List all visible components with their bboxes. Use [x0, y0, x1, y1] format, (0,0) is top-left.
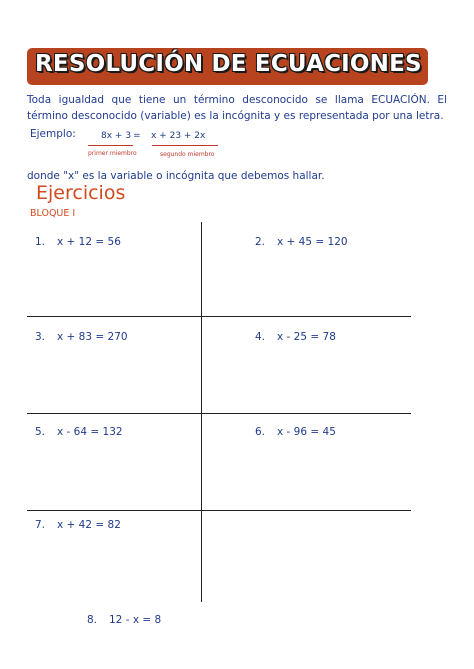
grid-horizontal-divider: [27, 510, 411, 511]
exercise-equation: x + 42 = 82: [57, 519, 121, 531]
grid-horizontal-divider: [27, 316, 411, 317]
exercise-item: [35, 331, 128, 343]
exercise-number: 8.: [87, 614, 98, 626]
exercise-number: 6.: [255, 426, 266, 438]
exercise-equation: x + 83 = 270: [57, 331, 128, 343]
example-right-member: x + 23 + 2x: [151, 131, 206, 141]
exercise-equation: 12 - x = 8: [109, 614, 162, 626]
exercise-number: 4.: [255, 331, 266, 343]
exercise-item: [87, 614, 161, 626]
exercise-number: 2.: [255, 236, 266, 248]
exercise-item: [255, 236, 348, 248]
left-member-underline: [88, 145, 133, 146]
exercise-number: 1.: [35, 236, 46, 248]
example-left-member: 8x + 3: [101, 131, 132, 141]
example-label: Ejemplo:: [30, 128, 76, 140]
section-title: Ejercicios: [36, 182, 126, 204]
block-label: BLOQUE I: [30, 208, 76, 219]
exercise-equation: x - 64 = 132: [57, 426, 123, 438]
right-member-caption: segundo miembro: [160, 151, 215, 158]
exercise-equation: x + 12 = 56: [57, 236, 121, 248]
title-banner: [27, 48, 428, 85]
exercise-equation: x - 96 = 45: [277, 426, 336, 438]
exercise-item: [255, 426, 336, 438]
exercise-item: [35, 426, 123, 438]
intro-paragraph: Toda igualdad que tiene un término desconocido se llama ECUACIÓN. El término desconocido (variable) es la incógnita y es representada por una letra.: [27, 94, 447, 122]
exercise-item: [255, 331, 336, 343]
example-equals-sign: =: [133, 131, 141, 141]
exercise-number: 5.: [35, 426, 46, 438]
left-member-caption: primer miembro: [88, 150, 137, 157]
exercise-number: 3.: [35, 331, 46, 343]
exercise-equation: x - 25 = 78: [277, 331, 336, 343]
exercise-item: [35, 519, 121, 531]
right-member-underline: [152, 145, 218, 146]
grid-vertical-divider: [201, 222, 202, 602]
grid-horizontal-divider: [27, 413, 411, 414]
exercise-number: 7.: [35, 519, 46, 531]
exercise-item: [35, 236, 121, 248]
exercise-equation: x + 45 = 120: [277, 236, 348, 248]
variable-note: donde "x" es la variable o incógnita que debemos hallar.: [27, 170, 325, 182]
page-title: RESOLUCIÓN DE ECUACIONES: [35, 51, 422, 77]
